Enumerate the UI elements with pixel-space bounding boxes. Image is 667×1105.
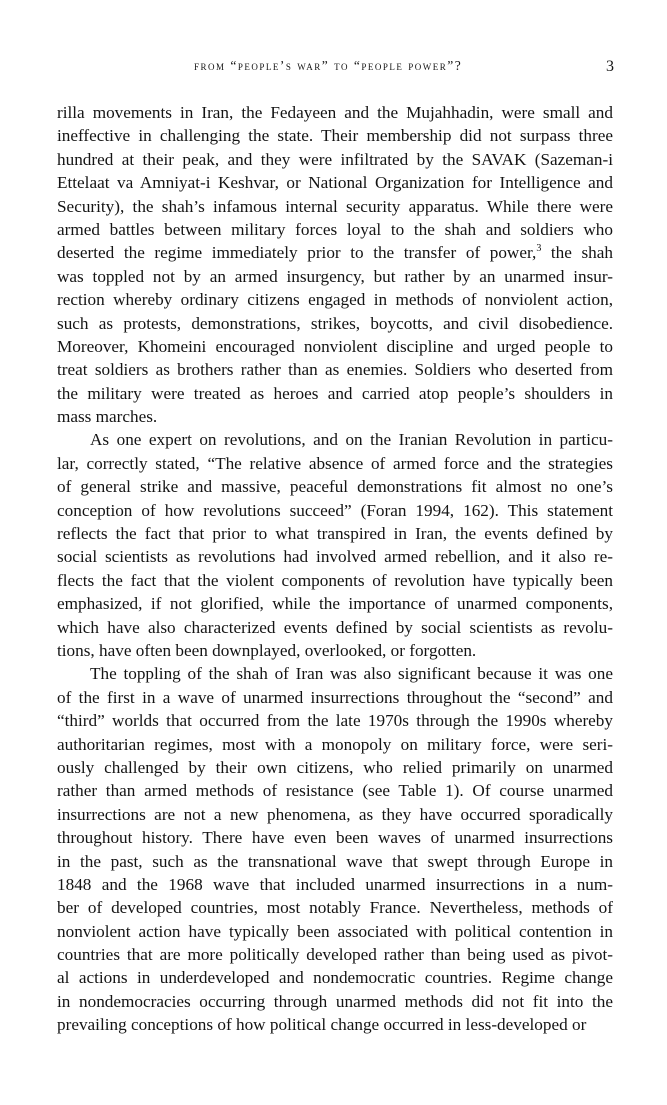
text-line: “third” worlds that occurred from the late 1970s through the 1990s whereby <box>57 711 613 731</box>
text-line: reflects the fact that prior to what transpired in Iran, the events defined by <box>57 524 613 544</box>
paragraph <box>57 101 613 428</box>
text-line: rilla movements in Iran, the Fedayeen and the Mujahhadin, were small and <box>57 103 613 122</box>
text-line: hundred at their peak, and they were infiltrated by the SAVAK (Sazeman-i <box>57 149 613 169</box>
text-line: flects the fact that the violent components of revolution have typically been <box>57 570 613 590</box>
text-line: in nondemocracies occurring through unarmed methods did not fit into the <box>57 991 613 1011</box>
text-line: lar, correctly stated, “The relative absence of armed force and the strategies <box>57 453 613 473</box>
text-line: ineffective in challenging the state. Their membership did not surpass three <box>57 126 613 146</box>
running-title: from “people’s war” to “people power”? <box>194 58 463 73</box>
text-line: insurrections are not a new phenomena, as they have occurred sporadically <box>57 804 613 824</box>
text-line: treat soldiers as brothers rather than as enemies. Soldiers who deserted from <box>57 360 613 380</box>
footnote-marker: 3 <box>536 243 542 255</box>
text-line: emphasized, if not glorified, while the importance of unarmed components, <box>57 594 613 614</box>
text-line: the military were treated as heroes and carried atop people’s shoulders in <box>57 383 613 403</box>
paragraph <box>57 662 613 1036</box>
text-line: al actions in underdeveloped and nondemocratic countries. Regime change <box>57 968 613 988</box>
text-line: countries that are more politically developed rather than being used as pivot- <box>57 945 613 965</box>
text-line: As one expert on revolutions, and on the Iranian Revolution in particu- <box>90 430 613 450</box>
paragraph <box>57 428 613 662</box>
text-line: prevailing conceptions of how political change occurred in less-developed or <box>57 1015 587 1035</box>
text-line: 1848 and the 1968 wave that included unarmed insurrections in a num- <box>57 874 613 894</box>
text-line: mass marches. <box>57 407 158 427</box>
text-line: ously challenged by their own citizens, who relied primarily on unarmed <box>57 757 613 777</box>
text-line: rather than armed methods of resistance (see Table 1). Of course unarmed <box>57 781 613 801</box>
text-line: throughout history. There have even been waves of unarmed insurrections <box>57 828 613 848</box>
text-line: tions, have often been downplayed, overlooked, or forgotten. <box>57 640 477 660</box>
text-line: such as protests, demonstrations, strikes, boycotts, and civil disobedience. <box>57 313 613 333</box>
text-line: The toppling of the shah of Iran was also significant because it was one <box>90 664 613 684</box>
text-line: which have also characterized events defined by social scientists as revolu- <box>57 617 613 637</box>
page-number: 3 <box>606 58 614 75</box>
text-line: conception of how revolutions succeed” (Foran 1994, 162). This statement <box>57 500 613 520</box>
text-line: social scientists as revolutions had involved armed rebellion, and it also re- <box>57 547 613 567</box>
text-line: Security), the shah’s infamous internal security apparatus. While there were <box>57 196 613 216</box>
text-line: of general strike and massive, peaceful demonstrations fit almost no one’s <box>57 477 613 497</box>
text-line: ber of developed countries, most notably France. Nevertheless, methods of <box>57 898 613 918</box>
text-line: armed battles between military forces loyal to the shah and soldiers who <box>57 219 613 239</box>
text-line: Moreover, Khomeini encouraged nonviolent discipline and urged people to <box>57 336 613 356</box>
body-text <box>57 101 613 1037</box>
text-line: nonviolent action have typically been associated with political contention in <box>57 921 613 941</box>
text-line: Ettelaat va Amniyat-i Keshvar, or National Organization for Intelligence and <box>57 173 613 193</box>
text-line: rection whereby ordinary citizens engaged in methods of nonviolent action, <box>57 290 613 310</box>
text-line: of the first in a wave of unarmed insurrections throughout the “second” and <box>57 687 613 707</box>
text-line: was toppled not by an armed insurgency, but rather by an unarmed insur- <box>57 266 613 286</box>
text-line: deserted the regime immediately prior to the transfer of power,$^3$ the shah <box>57 243 613 263</box>
text-line: in the past, such as the transnational wave that swept through Europe in <box>57 851 613 871</box>
text-line: authoritarian regimes, most with a monopoly on military force, were seri- <box>57 734 613 754</box>
running-head <box>58 58 614 80</box>
